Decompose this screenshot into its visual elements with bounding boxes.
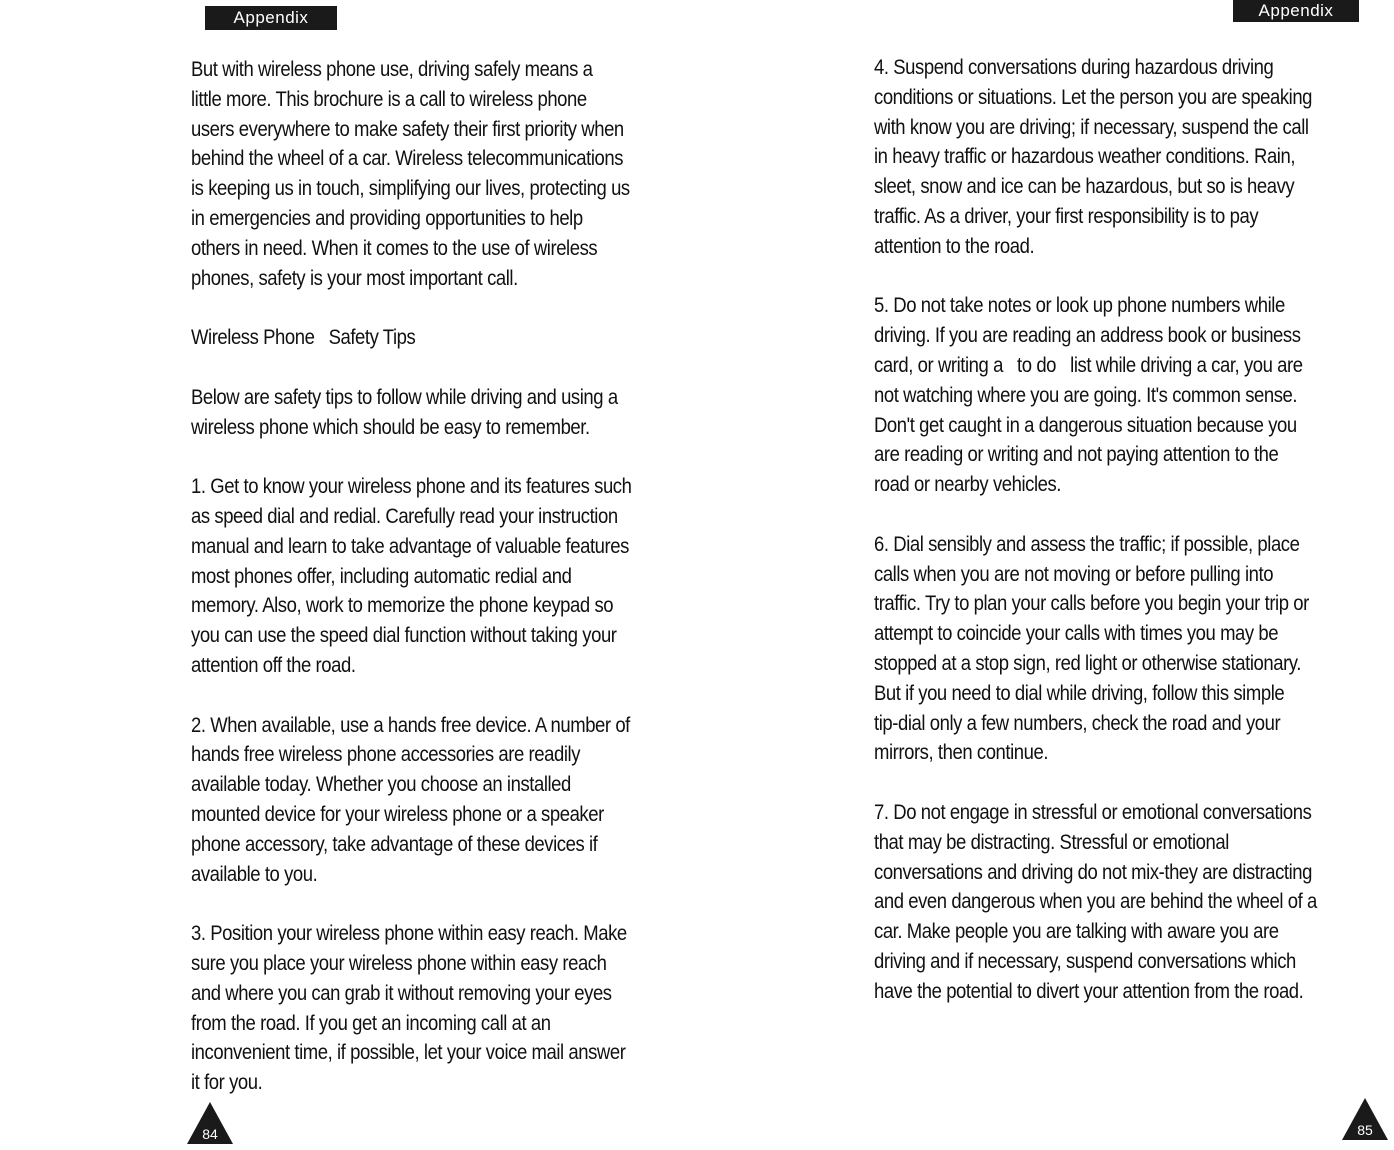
tip-5-paragraph: 5. Do not take notes or look up phone numbers while driving. If you are reading an address book or business card, or writing a to do list while driving a car, you are not watching where you are going. It's common sense. Don't get caught in a dangerous situation because you are reading or writing and not paying attention to the road or nearby vehicles. — [874, 293, 1303, 497]
section-heading: Wireless Phone Safety Tips — [191, 325, 416, 350]
intro-paragraph: But with wireless phone use, driving safely means a little more. This brochure is a call to wireless phone users everywhere to make safety their first priority when behind the wheel of a car. Wireless telecommunications is keeping us in touch, simplifying our lives, protecting us in emergencies and providing opportunities to help others in need. When it comes to the use of wireless phones, safety is your most important call. — [191, 57, 630, 290]
right-page — [697, 0, 1394, 1150]
page-number: 84 — [202, 1126, 218, 1142]
appendix-section-tag: Appendix — [1233, 0, 1359, 22]
tip-1-paragraph: 1. Get to know your wireless phone and its features such as speed dial and redial. Carefully read your instruction manual and learn to take advantage of valuable features most phones offer, including automatic redial and memory. Also, work to memorize the phone keypad so you can use the speed dial function without taking your attention off the road. — [191, 474, 632, 677]
tip-7-paragraph: 7. Do not engage in stressful or emotional conversations that may be distracting. Stressful or emotional conversations and driving do not mix-they are distracting and even dangerous when you are behind the wheel of a car. Make people you are talking with aware you are driving and if necessary, suspend conversations which have the potential to divert your attention from the road. — [874, 799, 1317, 1003]
right-page-body — [874, 53, 1394, 1007]
tip-2-paragraph: 2. When available, use a hands free device. A number of hands free wireless phone accessories are readily available today. Whether you choose an installed mounted device for your wireless phone or a speaker phone accessory, take advantage of these devices if available to you. — [191, 712, 630, 886]
appendix-section-tag: Appendix — [205, 6, 337, 30]
page-number-marker — [185, 1100, 235, 1146]
tip-6-paragraph: 6. Dial sensibly and assess the traffic; if possible, place calls when you are not moving or before pulling into traffic. Try to plan your calls before you begin your trip or attempt to coincide your calls with times you may be stopped at a stop sign, red light or otherwise stationary. But if you need to dial while driving, follow this simple tip-dial only a few numbers, check the road and your mirrors, then continue. — [874, 531, 1309, 765]
left-page-body — [191, 55, 707, 1098]
tip-3-paragraph: 3. Position your wireless phone within easy reach. Make sure you place your wireless phone within easy reach and where you can grab it without removing your eyes from the road. If you get an incoming call at an inconvenient time, if possible, let your voice mail answer it for you. — [191, 921, 627, 1095]
tips-intro-paragraph: Below are safety tips to follow while driving and using a wireless phone which should be easy to remember. — [191, 384, 618, 439]
page-number-marker — [1340, 1096, 1390, 1142]
tip-4-paragraph: 4. Suspend conversations during hazardous driving conditions or situations. Let the person you are speaking with know you are driving; if necessary, suspend the call in heavy traffic or hazardous weather conditions. Rain, sleet, snow and ice can be hazardous, but so is heavy traffic. As a driver, your first responsibility is to pay attention to the road. — [874, 55, 1313, 258]
page-number: 85 — [1357, 1122, 1373, 1138]
